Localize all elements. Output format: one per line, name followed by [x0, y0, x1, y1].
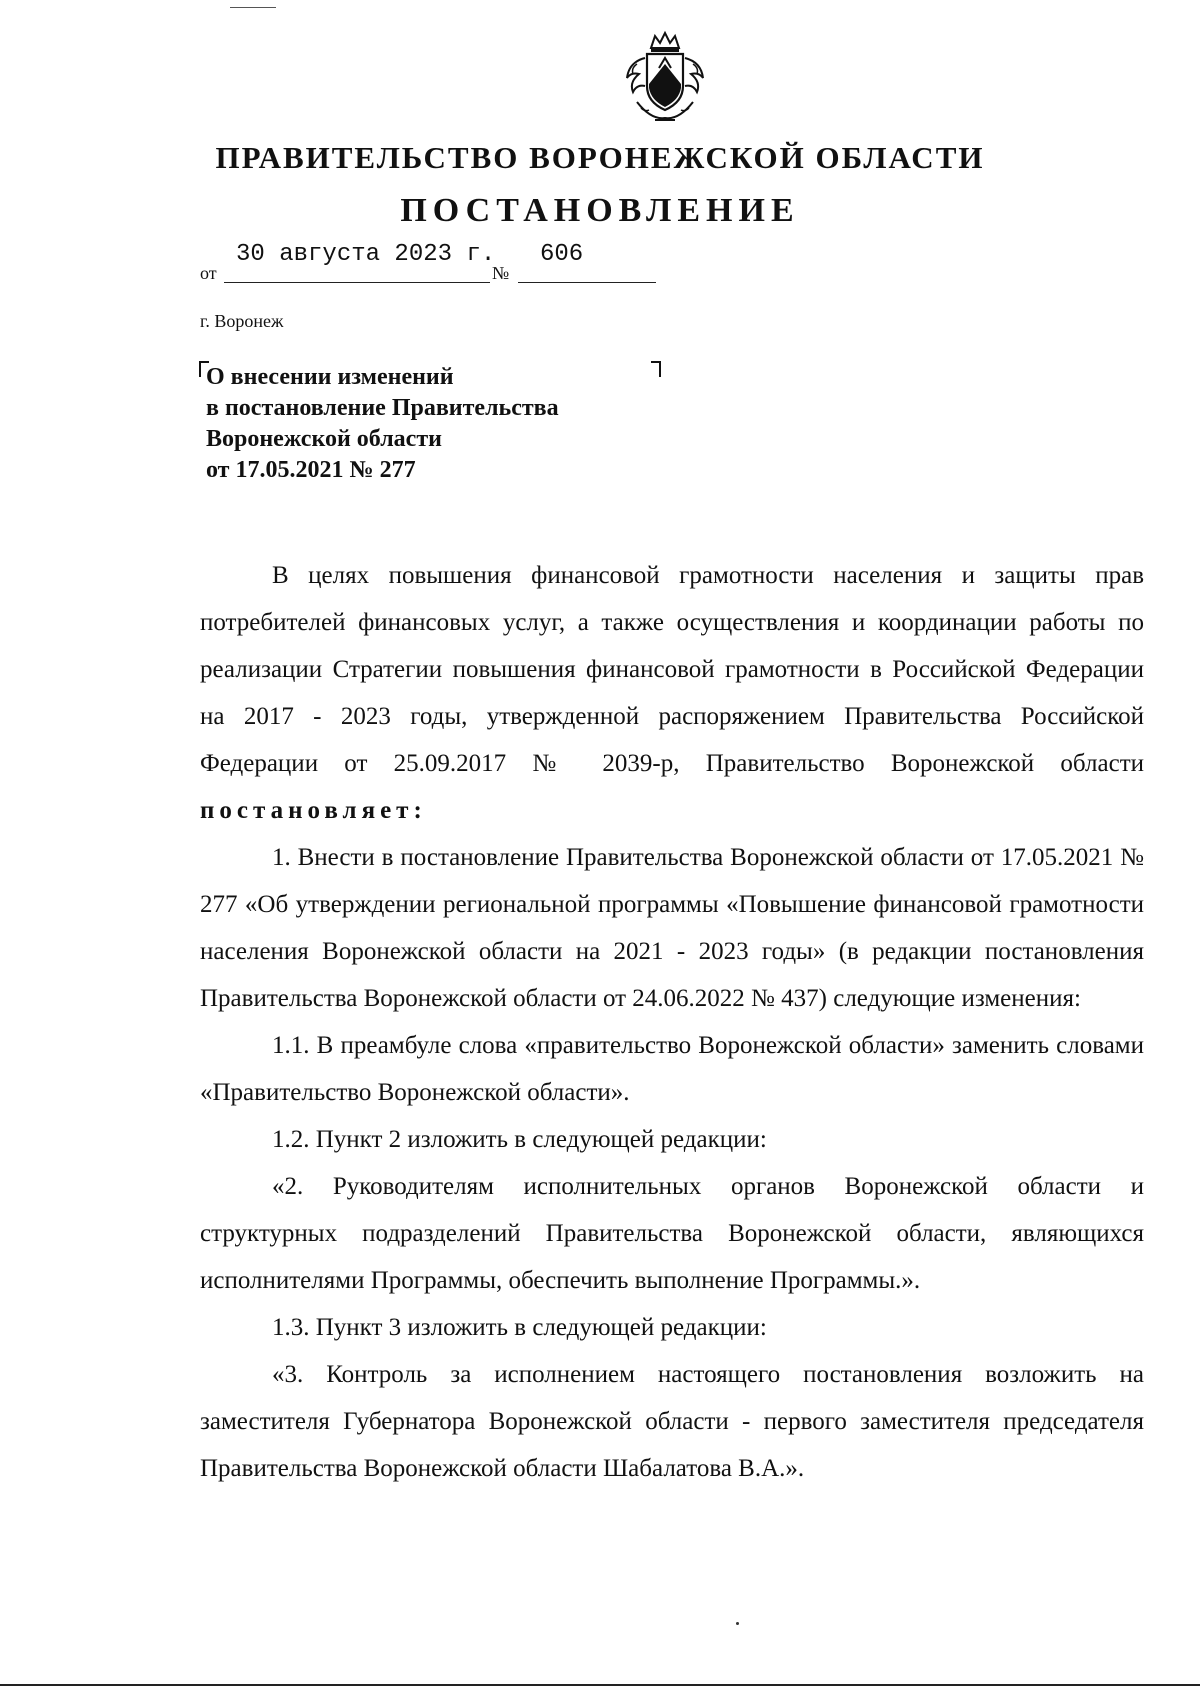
government-title: ПРАВИТЕЛЬСТВО ВОРОНЕЖСКОЙ ОБЛАСТИ [215, 140, 985, 175]
body-paragraph: 1. Внести в постановление Правительства Воронежской области от 17.05.2021 № 277 «Об утверждении региональной программы «Повышение финансовой грамотности населения Воронежской области на 2021 - 2023 годы» (в редакции постановления Правительства Воронежской области от 24.06.2022 № 437) следующие изменения: [200, 844, 1144, 1012]
body-paragraph: 1.2. Пункт 2 изложить в следующей редакции: [272, 1126, 767, 1153]
number-prefix: № [492, 263, 510, 283]
document-type-title: ПОСТАНОВЛЕНИЕ [400, 192, 800, 229]
body-paragraph: 1.1. В преамбуле слова «правительство Воронежской области» заменить словами «Правительство Воронежской области». [200, 1032, 1144, 1106]
number-value: 606 [540, 241, 584, 268]
body-paragraph: «3. Контроль за исполнением настоящего постановления возложить на заместителя Губернатора Воронежской области - первого заместителя председателя Правительства Воронежской области Шабалатова В.А.». [200, 1361, 1144, 1482]
preamble-paragraph [200, 552, 1144, 834]
scan-artifact-dot [736, 1622, 739, 1625]
date-prefix: от [200, 263, 217, 283]
scan-artifact-bottom-line [0, 1684, 1200, 1686]
subject-line: в постановление Правительства [206, 395, 559, 421]
number-underline [518, 282, 656, 283]
decree-word: постановляет: [200, 797, 427, 824]
body-paragraph: 1.3. Пункт 3 изложить в следующей редакции: [272, 1314, 767, 1341]
date-value: 30 августа 2023 г. [236, 241, 496, 268]
body-paragraph: «2. Руководителям исполнительных органов Воронежской области и структурных подразделений Правительства Воронежской области, являющихся исполнителями Программы, обеспечить выполнение Программы.». [200, 1173, 1144, 1294]
document-subject [206, 362, 686, 486]
scan-artifact-line [230, 7, 276, 8]
document-body [200, 552, 1144, 1492]
coat-of-arms-emblem [615, 28, 715, 128]
subject-line: О внесении изменений [206, 364, 454, 390]
subject-line: от 17.05.2021 № 277 [206, 457, 416, 483]
subject-line: Воронежской области [206, 426, 442, 452]
date-underline [224, 282, 490, 283]
preamble-text: В целях повышения финансовой грамотности населения и защиты прав потребителей финансовых услуг, а также осуществления и координации работы по реализации Стратегии повышения финансовой грамотности в Российской Федерации на 2017 - 2023 годы, утвержденной распоряжением Правительства Российской Федерации от 25.09.2017 № 2039-р, Правительство Воронежской области [200, 562, 1144, 777]
city-label: г. Воронеж [200, 311, 284, 331]
